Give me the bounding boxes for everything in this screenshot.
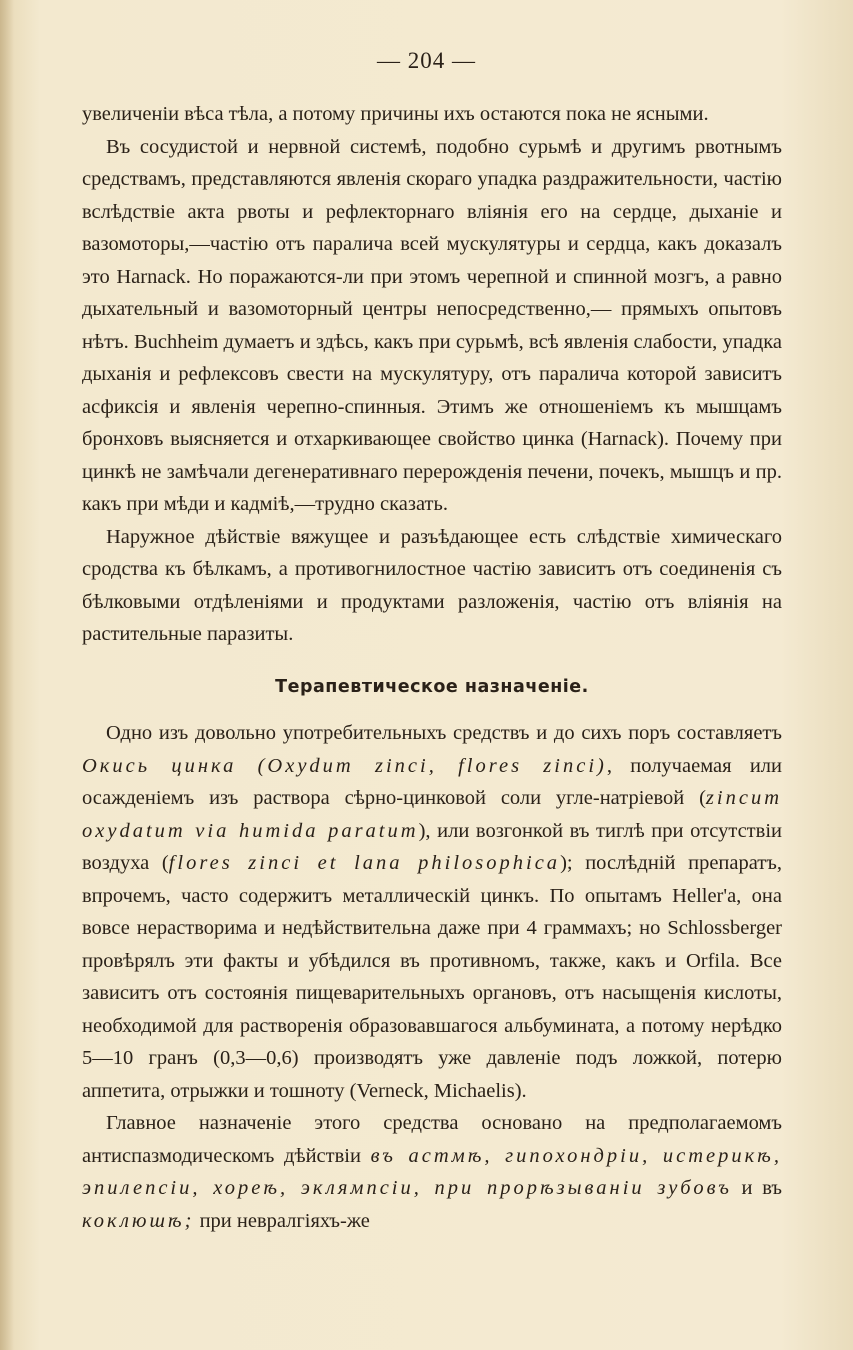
paragraph-1: увеличенiи вѣса тѣла, а потому причины ихъ остаются пока не ясными. <box>82 103 709 125</box>
paragraph-4-italic-1: Окись цинка (Oxydum zinci, flores zinci) <box>82 754 607 777</box>
paragraph-4-text-1: Одно изъ довольно употребительныхъ средствъ и до сихъ поръ составляетъ <box>106 722 782 744</box>
paragraph-5-italic-1: въ астмѣ, гипохондрiи, истерикѣ, эпилепсiи, хореѣ, эклямпсiи, при прорѣзыванiи зубовъ <box>82 1144 782 1199</box>
page-number: — 204 — <box>377 48 476 73</box>
paragraph-5-text-1: Главное назначенiе этого средства основано на предполагаемомъ антиспазмодическомъ дѣйствiи <box>82 1112 782 1167</box>
section-heading: Терапевтическое назначенiе. <box>275 676 589 697</box>
page-body <box>82 98 782 1237</box>
paragraph-5-text-2: и въ <box>731 1177 782 1199</box>
paragraph-3: Наружное дѣйствiе вяжущее и разъѣдающее есть слѣдствiе химическаго сродства къ бѣлкамъ, а противогнилостное частiю зависитъ отъ соединенiя съ бѣлковыми отдѣленiями и продуктами разложенiя, частiю отъ влiянiя на растительные паразиты. <box>82 525 782 645</box>
paragraph-4-text-4: ); послѣднiй препаратъ, впрочемъ, часто содержитъ металлическiй цинкъ. По опытамъ Heller'а, она вовсе нерастворима и недѣйствительна даже при 4 граммахъ; но Schlossberger провѣрялъ эти факты и убѣдился въ противномъ, также, какъ и Orfila. Все зависитъ отъ состоянiя пищеварительныхъ органовъ, отъ насыщенiя кислоты, необходимой для растворенiя образовавшагося альбумината, а потому нерѣдко 5—10 гранъ (0,3—0,6) производятъ уже давленiе подъ ложкой, потерю аппетита, отрыжки и тошноту (Verneck, Michaelis). <box>82 852 782 1102</box>
paragraph-4-text-2: , получаемая или осажденiемъ изъ раствора сѣрно-цинковой соли угле-натрiевой ( <box>82 754 782 809</box>
paragraph-4-text-3: ), или возгонкой въ тиглѣ при отсутствiи воздуха ( <box>82 819 782 874</box>
paragraph-4 <box>82 717 782 1107</box>
paragraph-2: Въ сосудистой и нервной системѣ, подобно сурьмѣ и другимъ рвотнымъ средствамъ, представляются явленiя скораго упадка раздражительности, частiю вслѣдствiе акта рвоты и рефлекторнаго влiянiя его на сердце, дыханiе и вазомоторы,—частiю отъ паралича всей мускулятуры и сердца, какъ доказалъ это Harnack. Но поражаются-ли при этомъ черепной и спинной мозгъ, а равно дыхательный и вазомоторный центры непосредственно,— прямыхъ опытовъ нѣтъ. Buchheim думаетъ и здѣсь, какъ при сурьмѣ, всѣ явленiя слабости, упадка дыханiя и рефлексовъ свести на мускулятуру, отъ паралича которой зависитъ асфиксiя и явленiя черепно-спинныя. Этимъ же отношенiемъ къ мышцамъ бронховъ выясняется и отхаркивающее свойство цинка (Harnack). Почему при цинкѣ не замѣчали дегенеративнаго перерожденiя печени, почекъ, мышцъ и пр. какъ при мѣди и кадмiѣ,—трудно сказать. <box>82 135 782 515</box>
paragraph-5-italic-2: коклюшѣ; <box>82 1209 195 1232</box>
paragraph-5-text-3: при невралгiяхъ-же <box>194 1209 370 1232</box>
page-edge-shadow <box>0 0 14 1350</box>
paragraph-5 <box>82 1107 782 1237</box>
paragraph-4-italic-3: flores zinci et lana philosophica <box>168 852 561 874</box>
paragraph-4-italic-2: zincum oxydatum via humida paratum <box>82 787 782 842</box>
